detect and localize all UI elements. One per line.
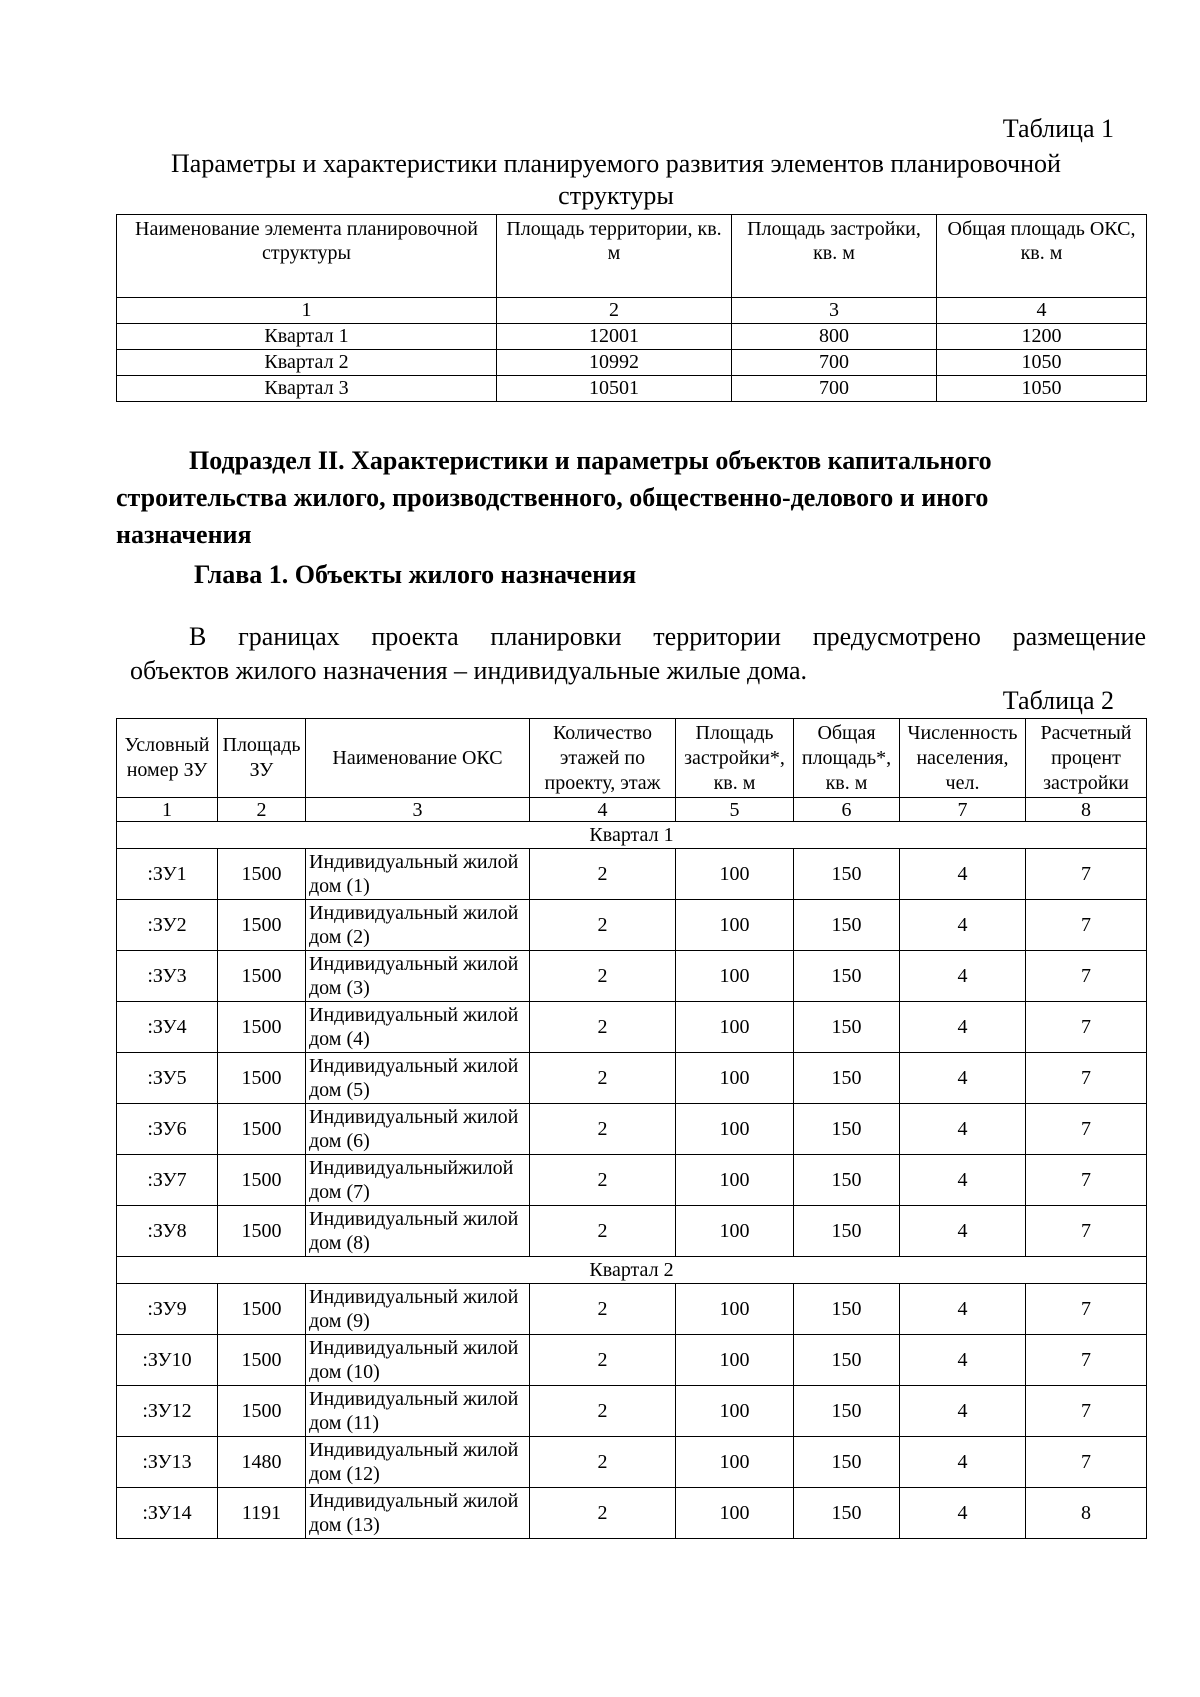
table2-label: Таблица 2 bbox=[1002, 686, 1114, 715]
table2-cell: 150 bbox=[794, 900, 900, 951]
table2-header-cell: Условный номер ЗУ bbox=[117, 719, 218, 798]
table2-cell: 1500 bbox=[218, 1155, 306, 1206]
table2-cell: 1500 bbox=[218, 1053, 306, 1104]
table2-row bbox=[117, 1335, 1147, 1386]
table2-cell: 7 bbox=[1026, 1335, 1147, 1386]
table2-column-number: 5 bbox=[676, 798, 794, 822]
table2-cell: 100 bbox=[676, 1437, 794, 1488]
table2-cell: 7 bbox=[1026, 849, 1147, 900]
table1-column-number: 1 bbox=[117, 298, 497, 324]
table2-cell: 2 bbox=[530, 1206, 676, 1257]
table1-cell: 1050 bbox=[937, 350, 1147, 376]
table2-cell: 2 bbox=[530, 1335, 676, 1386]
subsection-heading-line: назначения bbox=[116, 520, 252, 549]
table2-cell: 1500 bbox=[218, 1386, 306, 1437]
table2-cell: 7 bbox=[1026, 1104, 1147, 1155]
table2-cell: 100 bbox=[676, 1386, 794, 1437]
table2-cell: 4 bbox=[900, 1284, 1026, 1335]
table2-section-row bbox=[117, 1257, 1147, 1284]
body-paragraph bbox=[116, 620, 1146, 688]
table2-cell: 100 bbox=[676, 1053, 794, 1104]
table2-cell: 2 bbox=[530, 1488, 676, 1539]
table1-cell: Квартал 2 bbox=[117, 350, 497, 376]
table2-cell: 4 bbox=[900, 951, 1026, 1002]
table2-cell: 150 bbox=[794, 1437, 900, 1488]
table2-cell: 2 bbox=[530, 900, 676, 951]
table2-cell: 150 bbox=[794, 849, 900, 900]
subsection-heading-line: Подраздел II. Характеристики и параметры объектов капитального bbox=[189, 446, 992, 475]
table2-cell: :ЗУ13 bbox=[117, 1437, 218, 1488]
table2-column-number-row bbox=[117, 798, 1147, 822]
table2-column-number: 8 bbox=[1026, 798, 1147, 822]
table2-cell: :ЗУ5 bbox=[117, 1053, 218, 1104]
table1-header-row bbox=[117, 215, 1147, 298]
table2-cell: 2 bbox=[530, 1437, 676, 1488]
paragraph-line: объектов жилого назначения – индивидуальные жилые дома. bbox=[130, 656, 808, 685]
table2-cell: 100 bbox=[676, 1002, 794, 1053]
table2-cell: 150 bbox=[794, 1104, 900, 1155]
table2-cell: Индивидуальныйжилой дом (7) bbox=[306, 1155, 530, 1206]
table2-cell: 150 bbox=[794, 951, 900, 1002]
table1-cell: 700 bbox=[732, 376, 937, 402]
table2-cell: 100 bbox=[676, 1206, 794, 1257]
table2-row bbox=[117, 1488, 1147, 1539]
table2-cell: 8 bbox=[1026, 1488, 1147, 1539]
table2-row bbox=[117, 1437, 1147, 1488]
table2-cell: 7 bbox=[1026, 1386, 1147, 1437]
table2-cell: 150 bbox=[794, 1053, 900, 1104]
table2-header-cell: Численность населения, чел. bbox=[900, 719, 1026, 798]
table2-cell: 4 bbox=[900, 900, 1026, 951]
table2-cell: 100 bbox=[676, 1284, 794, 1335]
table2-cell: 2 bbox=[530, 1386, 676, 1437]
table2-cell: 7 bbox=[1026, 1053, 1147, 1104]
table1-cell: Квартал 1 bbox=[117, 324, 497, 350]
table2-cell: 4 bbox=[900, 1053, 1026, 1104]
table2-cell: Индивидуальный жилой дом (4) bbox=[306, 1002, 530, 1053]
table2-cell: 1500 bbox=[218, 1104, 306, 1155]
table2-cell: Индивидуальный жилой дом (12) bbox=[306, 1437, 530, 1488]
table2-cell: 150 bbox=[794, 1206, 900, 1257]
table2-cell: 100 bbox=[676, 1488, 794, 1539]
table2-header-row bbox=[117, 719, 1147, 798]
table2-cell: Индивидуальный жилой дом (1) bbox=[306, 849, 530, 900]
table2-column-number: 1 bbox=[117, 798, 218, 822]
table2-cell: Индивидуальный жилой дом (9) bbox=[306, 1284, 530, 1335]
table2-cell: 4 bbox=[900, 1335, 1026, 1386]
table2-cell: 4 bbox=[900, 1155, 1026, 1206]
table2-header-cell: Площадь ЗУ bbox=[218, 719, 306, 798]
table2-cell: 150 bbox=[794, 1155, 900, 1206]
table1-cell: 12001 bbox=[497, 324, 732, 350]
table2-cell: 150 bbox=[794, 1002, 900, 1053]
table1-header-cell: Общая площадь ОКС, кв. м bbox=[937, 215, 1147, 298]
table2-cell: 2 bbox=[530, 1104, 676, 1155]
table2-section-title: Квартал 2 bbox=[117, 1257, 1147, 1284]
table2-cell: 100 bbox=[676, 1335, 794, 1386]
table1-label: Таблица 1 bbox=[1002, 114, 1114, 143]
table2-cell: :ЗУ3 bbox=[117, 951, 218, 1002]
table2-cell: :ЗУ4 bbox=[117, 1002, 218, 1053]
table1-row bbox=[117, 350, 1147, 376]
table2-cell: 1191 bbox=[218, 1488, 306, 1539]
table2-column-number: 3 bbox=[306, 798, 530, 822]
table2-header-cell: Количество этажей по проекту, этаж bbox=[530, 719, 676, 798]
table2-cell: 2 bbox=[530, 1155, 676, 1206]
table2-cell: :ЗУ1 bbox=[117, 849, 218, 900]
table2-column-number: 7 bbox=[900, 798, 1026, 822]
table2-cell: 1500 bbox=[218, 849, 306, 900]
table2-cell: 7 bbox=[1026, 1437, 1147, 1488]
table2-cell: 150 bbox=[794, 1488, 900, 1539]
table2-cell: 100 bbox=[676, 900, 794, 951]
table2-cell: Индивидуальный жилой дом (13) bbox=[306, 1488, 530, 1539]
table1-cell: 10501 bbox=[497, 376, 732, 402]
table2-cell: 1500 bbox=[218, 1335, 306, 1386]
table2-body bbox=[117, 822, 1147, 1539]
table2-cell: 7 bbox=[1026, 900, 1147, 951]
table1-row bbox=[117, 324, 1147, 350]
table2-cell: 150 bbox=[794, 1386, 900, 1437]
table2-row bbox=[117, 900, 1147, 951]
table2-cell: Индивидуальный жилой дом (11) bbox=[306, 1386, 530, 1437]
table2-cell: 7 bbox=[1026, 951, 1147, 1002]
table2-cell: 2 bbox=[530, 1053, 676, 1104]
table2-cell: 100 bbox=[676, 849, 794, 900]
table1-header-cell: Наименование элемента планировочной структуры bbox=[117, 215, 497, 298]
table2-header-cell: Площадь застройки*, кв. м bbox=[676, 719, 794, 798]
table2-cell: :ЗУ8 bbox=[117, 1206, 218, 1257]
table1-header-cell: Площадь застройки, кв. м bbox=[732, 215, 937, 298]
table2-cell: 4 bbox=[900, 1386, 1026, 1437]
table2-row bbox=[117, 849, 1147, 900]
table2-header-cell: Наименование ОКС bbox=[306, 719, 530, 798]
table2-cell: Индивидуальный жилой дом (3) bbox=[306, 951, 530, 1002]
table2-row bbox=[117, 1104, 1147, 1155]
table2-cell: 1500 bbox=[218, 1284, 306, 1335]
table1-cell: 10992 bbox=[497, 350, 732, 376]
table2-cell: 1480 bbox=[218, 1437, 306, 1488]
table2-cell: :ЗУ12 bbox=[117, 1386, 218, 1437]
table2-row bbox=[117, 1002, 1147, 1053]
table2-row bbox=[117, 1155, 1147, 1206]
table2-row bbox=[117, 1284, 1147, 1335]
table1-cell: 1050 bbox=[937, 376, 1147, 402]
table2-cell: 2 bbox=[530, 1002, 676, 1053]
table2-cell: 1500 bbox=[218, 951, 306, 1002]
table2-cell: 100 bbox=[676, 951, 794, 1002]
table2-cell: Индивидуальный жилой дом (8) bbox=[306, 1206, 530, 1257]
table2-row bbox=[117, 1386, 1147, 1437]
table2-cell: 2 bbox=[530, 849, 676, 900]
table2-cell: :ЗУ6 bbox=[117, 1104, 218, 1155]
table2-column-number: 2 bbox=[218, 798, 306, 822]
table1-column-number: 2 bbox=[497, 298, 732, 324]
table2-cell: 4 bbox=[900, 849, 1026, 900]
table2-header-cell: Общая площадь*, кв. м bbox=[794, 719, 900, 798]
table2-cell: 7 bbox=[1026, 1206, 1147, 1257]
table2-cell: 2 bbox=[530, 951, 676, 1002]
table2-cell: 100 bbox=[676, 1155, 794, 1206]
table2-cell: 1500 bbox=[218, 1206, 306, 1257]
table2-cell: 1500 bbox=[218, 900, 306, 951]
table2-cell: Индивидуальный жилой дом (5) bbox=[306, 1053, 530, 1104]
table2-cell: 7 bbox=[1026, 1002, 1147, 1053]
table2-cell: 150 bbox=[794, 1335, 900, 1386]
table1-row bbox=[117, 376, 1147, 402]
table2-header-cell: Расчетный процент застройки bbox=[1026, 719, 1147, 798]
table2-section-title: Квартал 1 bbox=[117, 822, 1147, 849]
table2-cell: Индивидуальный жилой дом (10) bbox=[306, 1335, 530, 1386]
subsection-heading-line: строительства жилого, производственного, общественно-делового и иного bbox=[116, 483, 989, 512]
table1-cell: 700 bbox=[732, 350, 937, 376]
table2 bbox=[116, 718, 1147, 1539]
table2-cell: :ЗУ2 bbox=[117, 900, 218, 951]
table2-section-row bbox=[117, 822, 1147, 849]
table2-cell: 4 bbox=[900, 1488, 1026, 1539]
chapter-heading: Глава 1. Объекты жилого назначения bbox=[194, 560, 637, 589]
table1-column-number: 3 bbox=[732, 298, 937, 324]
table2-cell: 4 bbox=[900, 1437, 1026, 1488]
table1 bbox=[116, 214, 1147, 402]
table1-column-number-row bbox=[117, 298, 1147, 324]
table2-cell: :ЗУ14 bbox=[117, 1488, 218, 1539]
table2-cell: :ЗУ9 bbox=[117, 1284, 218, 1335]
table2-column-number: 4 bbox=[530, 798, 676, 822]
table2-cell: 4 bbox=[900, 1206, 1026, 1257]
table1-cell: 1200 bbox=[937, 324, 1147, 350]
table2-cell: :ЗУ10 bbox=[117, 1335, 218, 1386]
table2-cell: Индивидуальный жилой дом (6) bbox=[306, 1104, 530, 1155]
paragraph-line: В границах проекта планировки территории предусмотрено размещение bbox=[189, 622, 1146, 651]
table2-cell: 7 bbox=[1026, 1284, 1147, 1335]
table1-header-cell: Площадь территории, кв. м bbox=[497, 215, 732, 298]
table2-cell: 7 bbox=[1026, 1155, 1147, 1206]
table2-cell: 2 bbox=[530, 1284, 676, 1335]
table1-column-number: 4 bbox=[937, 298, 1147, 324]
table2-cell: 150 bbox=[794, 1284, 900, 1335]
table1-title: Параметры и характеристики планируемого развития элементов планировочной структуры bbox=[171, 149, 1061, 210]
table2-row bbox=[117, 951, 1147, 1002]
table2-cell: Индивидуальный жилой дом (2) bbox=[306, 900, 530, 951]
table2-row bbox=[117, 1206, 1147, 1257]
table2-cell: 4 bbox=[900, 1002, 1026, 1053]
table2-cell: 100 bbox=[676, 1104, 794, 1155]
table2-cell: :ЗУ7 bbox=[117, 1155, 218, 1206]
table2-column-number: 6 bbox=[794, 798, 900, 822]
table1-cell: 800 bbox=[732, 324, 937, 350]
subsection-heading bbox=[116, 442, 1146, 553]
table2-row bbox=[117, 1053, 1147, 1104]
table2-cell: 1500 bbox=[218, 1002, 306, 1053]
table2-cell: 4 bbox=[900, 1104, 1026, 1155]
table1-cell: Квартал 3 bbox=[117, 376, 497, 402]
